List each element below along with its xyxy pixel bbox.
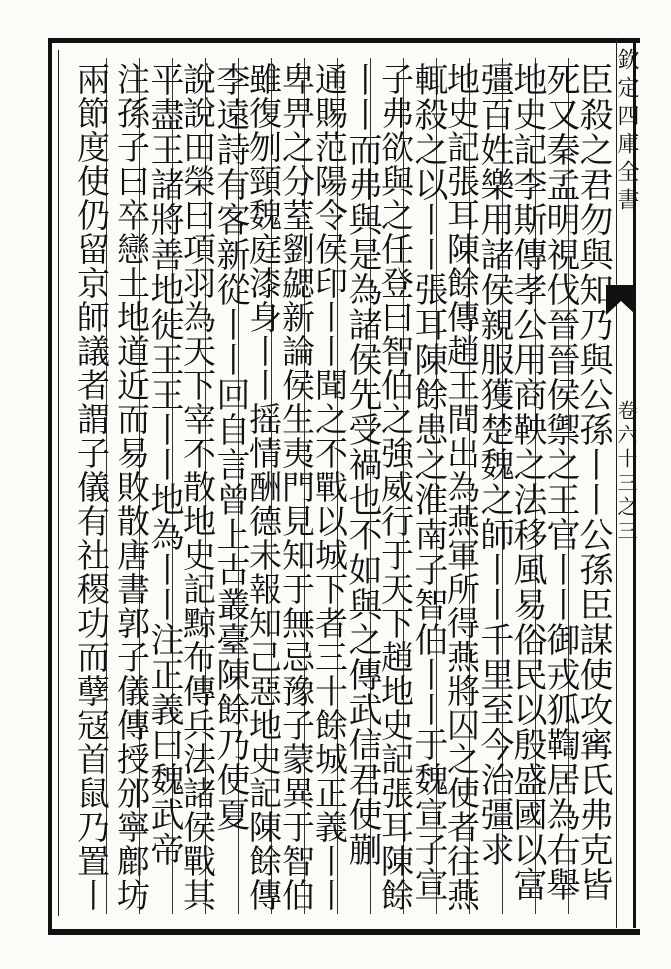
text-column-3: 地史記李斯傳孝公用商鞅之法移風易俗民以殷盛國以富 — [507, 62, 547, 902]
text-column-1: 臣殺之君勿與知乃與公孫丨丨公孫臣謀使攻寗氏弗克皆 — [573, 62, 613, 902]
text-column-16: 兩節度使仍留京師議者謂子儀有社稷功而孽冦首鼠乃置丨 — [72, 62, 111, 912]
text-column-14: 平盡王諸將善地徙王王丨丨地為丨丨注正義曰魏武帝 — [144, 62, 184, 867]
text-column-4: 彊百姓樂用諸侯親服獲楚魏之師丨丨千里至今治彊求 — [474, 62, 514, 867]
text-column-12: 李遠詩有客新從丨丨回自言曾上古叢臺陳餘乃使夏 — [210, 62, 250, 832]
text-column-10: 卑畀之分荎劉勰新論侯生夷門見知于無忌豫子蒙異于智伯 — [277, 62, 316, 912]
text-column-6: 輒殺之以丨丨張耳陳餘患之淮南子智伯丨丨于魏宣子宣 — [408, 62, 448, 902]
text-column-13: 說說田榮曰項羽為天下宰不散地史記黥布傳兵法諸侯戰其 — [178, 62, 217, 912]
book-title: 欽定四庫全書 — [614, 48, 639, 216]
text-column-8: 丨丨而弗與是為諸侯先受禍也不如與之傳武信君使蒯 — [342, 62, 382, 867]
text-column-9: 通賜范陽令侯印丨丨聞之不戰以城下者三十餘城正義丨丨 — [310, 62, 349, 912]
text-column-2: 死又秦孟明視伐晉晉侯禦之王官丨丨御戎狐鞫居為右舉 — [540, 62, 580, 902]
text-column-15: 注孫子曰卒戀土地道近而易敗散唐書郭子儀傳授邠寧鄜坊 — [112, 62, 151, 912]
text-column-11: 雖復刎頸魏庭漆身丨丨摇情酬德未報知己惡地史記陳餘傳 — [244, 62, 283, 912]
text-column-7: 子弗欲與之任登曰智伯之強威行于天下趙地史記張耳陳餘 — [376, 62, 415, 912]
volume-label: 卷六十三之三 — [614, 400, 638, 544]
text-column-5: 地史記張耳陳餘傳趙王間出為燕軍所得燕將囚之使者往燕 — [442, 62, 481, 912]
